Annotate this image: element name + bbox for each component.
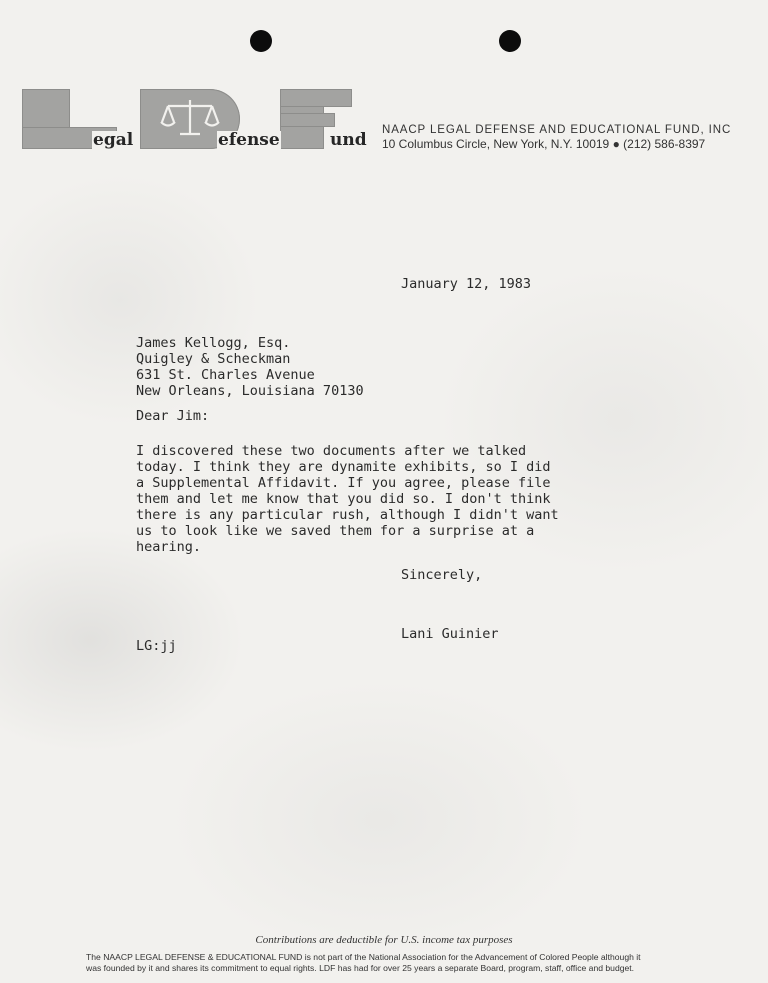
salutation: Dear Jim: (136, 408, 210, 424)
logo-word-legal: egal (93, 130, 134, 150)
recipient-city: New Orleans, Louisiana 70130 (136, 383, 364, 399)
organization-name: NAACP LEGAL DEFENSE AND EDUCATIONAL FUND, INC (382, 124, 732, 136)
recipient-firm: Quigley & Scheckman (136, 351, 291, 367)
letter-date: January 12, 1983 (401, 276, 532, 292)
body-line: hearing. (136, 539, 202, 555)
organization-address: 10 Columbus Circle, New York, N.Y. 10019 ● (212) 586-8397 (382, 137, 706, 151)
body-line: there is any particular rush, although I didn't want (136, 507, 559, 523)
closing: Sincerely, (401, 567, 483, 583)
body-line: a Supplemental Affidavit. If you agree, please file (136, 475, 551, 491)
punch-hole-right (499, 30, 521, 52)
logo-letter-f-mid (280, 113, 335, 127)
recipient-street: 631 St. Charles Avenue (136, 367, 315, 383)
logo-letter-f-top (280, 89, 352, 107)
logo-word-fund: und (330, 130, 367, 150)
body-line: them and let me know that you did so. I don't think (136, 491, 551, 507)
punch-hole-left (250, 30, 272, 52)
recipient-name: James Kellogg, Esq. (136, 335, 291, 351)
signer-name: Lani Guinier (401, 626, 499, 642)
typist-initials: LG:jj (136, 638, 177, 654)
body-line: I discovered these two documents after we talked (136, 443, 527, 459)
footer-contributions: Contributions are deductible for U.S. income tax purposes (255, 934, 513, 946)
body-line: today. I think they are dynamite exhibits, so I did (136, 459, 551, 475)
logo-word-defense: efense (218, 130, 280, 150)
footer-disclaimer-line: The NAACP LEGAL DEFENSE & EDUCATIONAL FUND is not part of the National Association for the Advancement of Colored People although it (86, 952, 641, 962)
footer-disclaimer-line: was founded by it and shares its commitment to equal rights. LDF has had for over 25 years a separate Board, program, staff, office and budget. (86, 963, 635, 973)
body-line: us to look like we saved them for a surprise at a (136, 523, 535, 539)
scales-of-justice-icon (158, 96, 222, 140)
